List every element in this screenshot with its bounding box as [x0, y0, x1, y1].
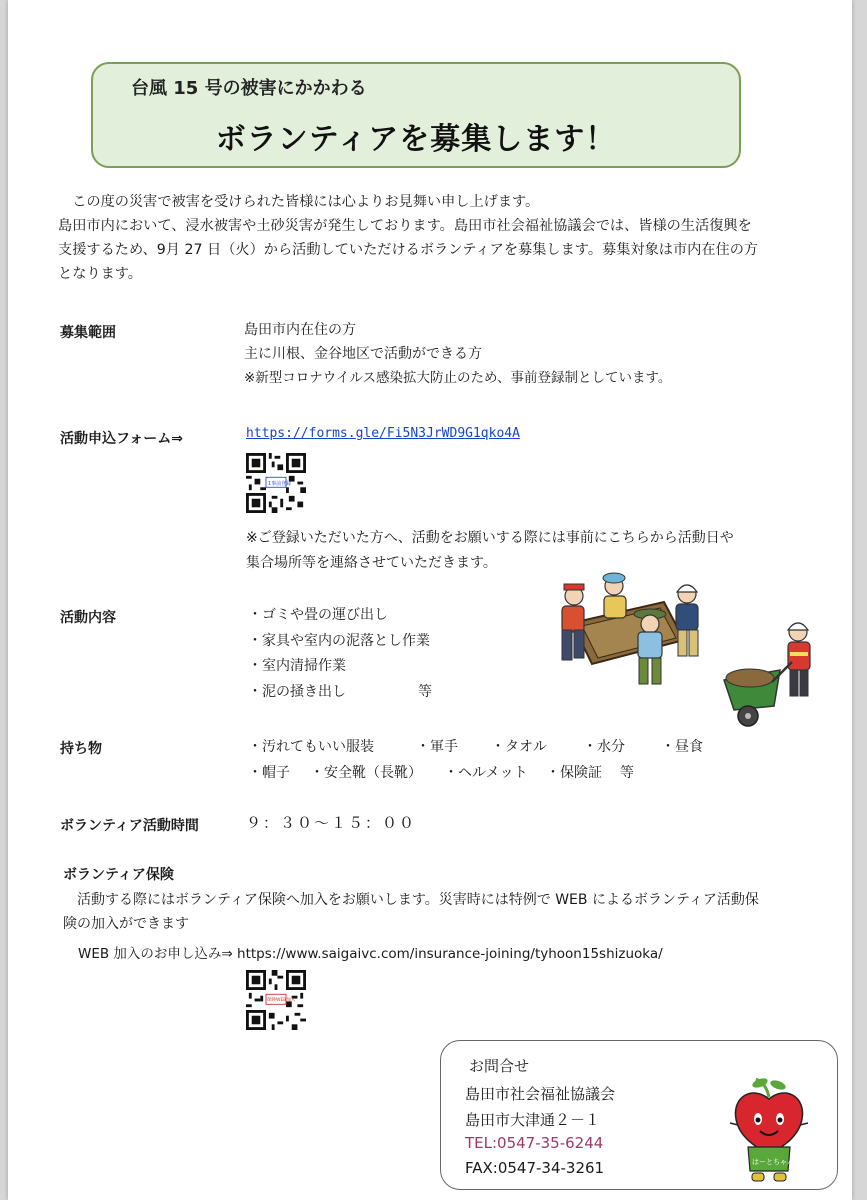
- insurance-title: ボランティア保険: [63, 867, 174, 883]
- wheelbarrow-worker-illustration: [720, 612, 828, 738]
- recruit-line: 主に川根、金谷地区で活動ができる方: [244, 346, 482, 362]
- belonging-item: ・安全靴（長靴）: [310, 765, 422, 781]
- contact-org: 島田市社会福祉協議会: [465, 1085, 616, 1103]
- insurance-line: 険の加入ができます: [63, 916, 189, 932]
- belonging-item: ・ヘルメット: [444, 765, 528, 781]
- title-banner: [91, 62, 741, 168]
- recruit-line: ※新型コロナウイルス感染拡大防止のため、事前登録制としています。: [244, 370, 672, 386]
- mascot-label: はーとちゃん: [752, 1158, 794, 1166]
- insurance-web-link[interactable]: WEB 加入のお申し込み⇒ https://www.saigaivc.com/insurance-joining/tyhoon15shizuoka/: [78, 946, 663, 962]
- recruit-details: [244, 318, 671, 390]
- intro-line: 支援するため、9月 27 日（火）から活動していただけるボランティアを募集します。募集対象は市内在住の方: [58, 242, 759, 258]
- intro-line: 島田市内において、浸水被害や土砂災害が発生しております。島田市社会福祉協議会では、皆様の生活復興を: [58, 218, 752, 234]
- belonging-item: ・水分: [583, 739, 625, 755]
- insurance-line: 活動する際にはボランティア保険へ加入をお願いします。災害時には特例で WEB によるボランティア活動保: [77, 892, 759, 908]
- intro-text: [58, 190, 818, 286]
- belonging-item: ・軍手: [416, 739, 458, 755]
- form-qr-label: 1事前登録: [268, 481, 292, 487]
- contact-address: 島田市大津通２－１: [465, 1111, 601, 1129]
- form-label: 活動申込フォーム⇒: [60, 431, 184, 447]
- belongings-label: 持ち物: [60, 741, 102, 757]
- time-value: ９：３０～１５：００: [246, 814, 417, 832]
- insurance-qr-label: 保険WEB加入: [267, 998, 296, 1003]
- activity-etc: 等: [418, 683, 432, 700]
- activities-list: [248, 603, 432, 705]
- intro-line: となります。: [58, 266, 142, 282]
- title-main: ボランティアを募集します！: [215, 122, 617, 157]
- insurance-qr-code[interactable]: [246, 970, 306, 1034]
- recruit-line: 島田市内在住の方: [244, 322, 356, 338]
- recruit-label: 募集範囲: [60, 325, 116, 341]
- activity-item: ・泥の掻き出し: [248, 683, 346, 700]
- title-subtitle: 台風 15 号の被害にかかわる: [131, 78, 367, 99]
- contact-title: お問合せ: [469, 1057, 530, 1075]
- form-note-line: ※ご登録いただいた方へ、活動をお願いする際には事前にこちらから活動日や: [246, 530, 734, 546]
- activity-item: ・室内清掃作業: [248, 658, 346, 674]
- heart-chan-mascot: [726, 1075, 812, 1189]
- belonging-item: ・タオル: [491, 739, 547, 755]
- form-note-line: 集合場所等を連絡させていただきます。: [246, 555, 497, 571]
- volunteers-carrying-illustration: [552, 568, 722, 694]
- belonging-item: ・帽子: [248, 765, 290, 781]
- belonging-item: ・昼食: [661, 739, 703, 755]
- intro-line: この度の災害で被害を受けられた皆様には心よりお見舞い申し上げます。: [72, 194, 540, 210]
- contact-fax: FAX:0547-34-3261: [465, 1159, 605, 1177]
- form-qr-code[interactable]: [246, 453, 306, 517]
- form-link[interactable]: https://forms.gle/Fi5N3JrWD9G1qko4A: [246, 426, 520, 441]
- activity-item: ・ゴミや畳の運び出し: [248, 607, 388, 623]
- time-label: ボランティア活動時間: [60, 818, 199, 834]
- activities-label: 活動内容: [60, 610, 116, 626]
- activity-item: ・家具や室内の泥落とし作業: [248, 632, 430, 649]
- belonging-item: ・保険証: [546, 765, 602, 781]
- contact-box: [440, 1040, 838, 1190]
- belonging-item: ・汚れてもいい服装: [248, 739, 374, 755]
- flyer-page: [8, 0, 852, 1200]
- insurance-text: [63, 888, 823, 936]
- belonging-item: 等: [620, 765, 634, 781]
- contact-tel[interactable]: TEL:0547-35-6244: [465, 1134, 604, 1152]
- belongings-list: [248, 734, 703, 786]
